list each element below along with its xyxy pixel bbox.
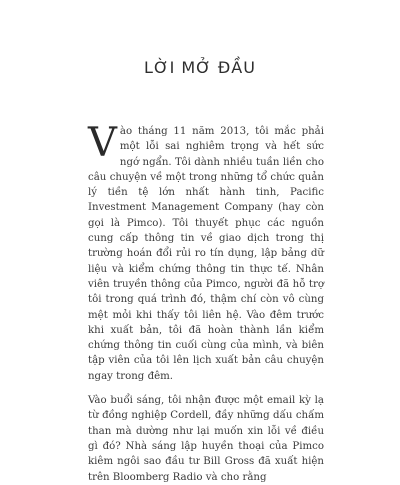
body-text: [88, 120, 324, 485]
chapter-title: LỜI MỞ ĐẦU: [144, 58, 256, 77]
drop-cap: V: [88, 120, 117, 166]
paragraph-2-text: Vào buổi sáng, tôi nhận được một email kỳ lạ từ đồng nghiệp Cordell, đầy những dấu chấm than mà dường như lại muốn xin lỗi về điều gì đó? Nhà sáng lập huyền thoại của Pimco kiêm ngôi sao đầu tư Bill Gross đã xuất hiện trên Bloomberg Radio và cho rằng: [88, 395, 324, 483]
paragraph-1-text: ào tháng 11 năm 2013, tôi mắc phải một lỗi sai nghiêm trọng và hết sức ngớ ngẩn. Tôi dành nhiều tuần liền cho câu chuyện về một trong những tổ chức quản lý tiền tệ lớn nhất hành tinh, Pacific Investment Management Company (hay còn gọi là Pimco). Tôi thuyết phục các nguồn cung cấp thông tin về giao dịch trong thị trường hoán đổi rủi ro tín dụng, lập bảng dữ liệu và kiểm chứng thông tin thực tế. Nhân viên truyền thông của Pimco, người đã hỗ trợ tôi trong quá trình đó, thậm chí còn vô cùng mệt mỏi khi thấy tôi liên hệ. Vào đêm trước khi xuất bản, tôi đã hoàn thành lần kiểm chứng thông tin cuối cùng của mình, và biên tập viên của tôi lên lịch xuất bản câu chuyện ngay trong đêm.: [88, 126, 324, 382]
paragraph-2: [88, 393, 324, 485]
paragraph-1: [88, 120, 324, 384]
